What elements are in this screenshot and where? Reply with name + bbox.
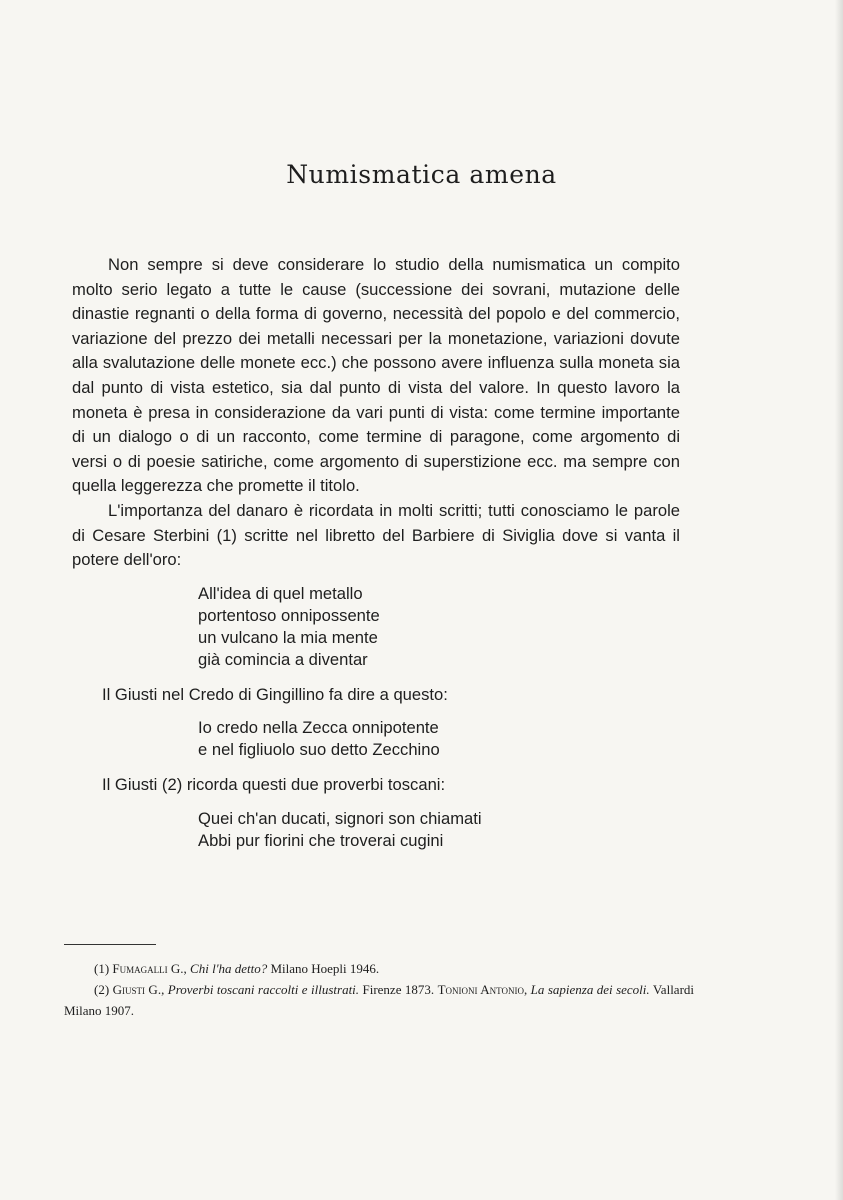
verse-line: e nel figliuolo suo detto Zecchino [198, 740, 440, 760]
footnote-author: Fumagalli G., [112, 961, 187, 976]
verse-proverbi [72, 808, 680, 852]
verse-line: All'idea di quel metallo [198, 583, 363, 603]
footnotes [64, 958, 694, 1021]
footnote-marker: (1) [94, 961, 110, 976]
paragraph-intro: Non sempre si deve considerare lo studio della numismatica un compito molto serio legato a tutte le cause (successione dei sovrani, mutazione delle dinastie regnanti o della forma di governo, necessità del popolo e del commercio, variazione del prezzo dei metalli necessari per la monetazione, variazioni dovute alla svalutazione delle monete ecc.) che possono avere influenza sulla moneta sia dal punto di vista estetico, sia dal punto di vista del valore. In questo lavoro la moneta è presa in considerazione da vari punti di vista: come termine importante di un dialogo o di un racconto, come termine di paragone, come argomento di versi o di poesie satiriche, come argomento di superstizione ecc. ma sempre con quella leggerezza che promette il titolo. [72, 255, 680, 496]
footnote-rest: Milano Hoepli 1946. [270, 961, 380, 976]
paragraph-importance: L'importanza del danaro è ricordata in molti scritti; tutti conosciamo le parole di Cesare Sterbini (1) scritte nel libretto del Barbiere di Siviglia dove si vanta il potere dell'oro: [72, 500, 680, 570]
footnote-rule [64, 944, 156, 945]
page-title: Numismatica amena [286, 160, 557, 189]
footnote-work: Chi l'ha detto? [190, 961, 268, 976]
footnote-2 [64, 979, 694, 1021]
verse-line: Io credo nella Zecca onnipotente [198, 718, 439, 738]
footnote-author: Tonioni Antonio, [437, 982, 528, 997]
intro-giusti-proverbi: Il Giusti (2) ricorda questi due proverbi toscani: [102, 775, 446, 795]
footnote-rest: Firenze 1873. [362, 982, 435, 997]
footnote-1 [64, 958, 694, 979]
verse-line: portentoso onnipossente [198, 605, 380, 625]
intro-giusti-credo: Il Giusti nel Credo di Gingillino fa dire a questo: [102, 684, 448, 704]
footnote-marker: (2) [94, 982, 110, 997]
footnote-work: La sapienza dei secoli. [530, 982, 650, 997]
main-text [72, 253, 680, 852]
footnote-author: Giusti G., [112, 982, 165, 997]
verse-sterbini [72, 583, 680, 671]
verse-line: Abbi pur fiorini che troverai cugini [198, 830, 444, 850]
footnote-rest: Vallardi Milano 1907. [64, 982, 695, 1018]
verse-credo [72, 717, 680, 761]
page-edge-shadow [835, 0, 843, 1200]
verse-line: già comincia a diventar [198, 649, 368, 669]
verse-line: Quei ch'an ducati, signori son chiamati [198, 808, 482, 828]
footnote-work: Proverbi toscani raccolti e illustrati. [167, 982, 360, 997]
verse-line: un vulcano la mia mente [198, 627, 378, 647]
